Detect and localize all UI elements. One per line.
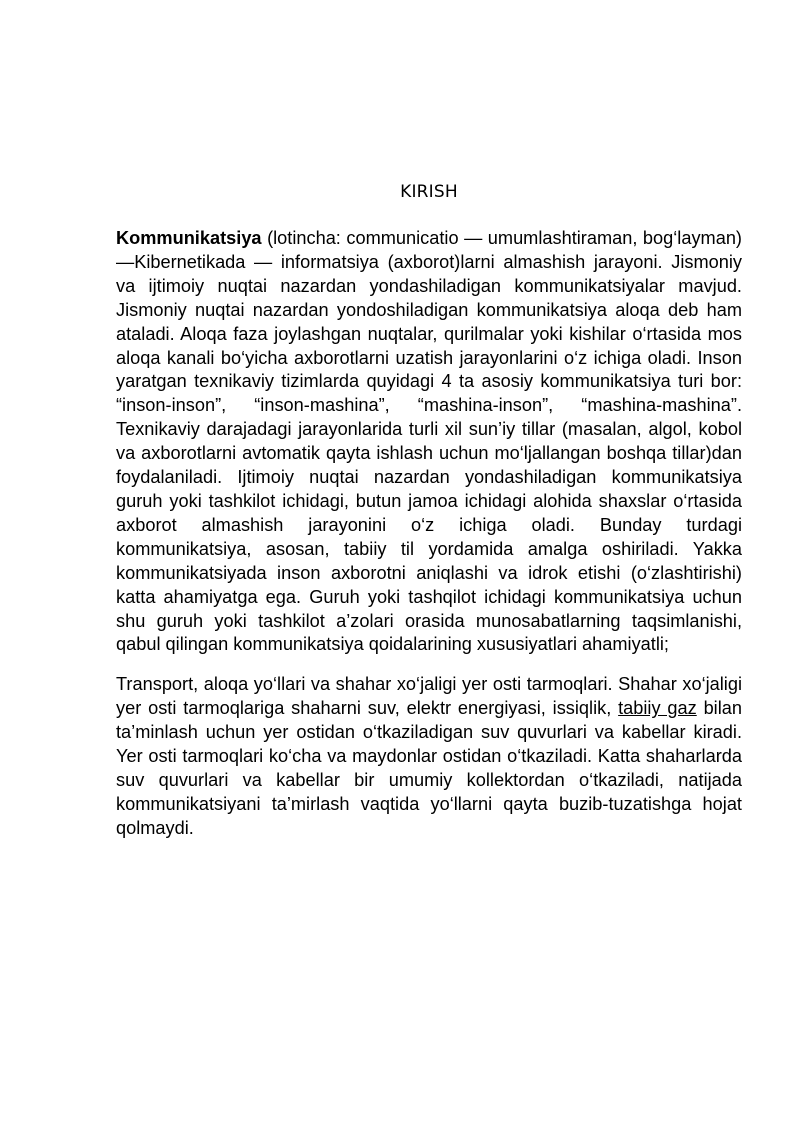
page-heading: KIRISH [400, 182, 458, 202]
defined-term: Kommunikatsiya [116, 228, 262, 248]
paragraph-underground-networks [116, 673, 742, 840]
paragraph-communication-definition [116, 227, 742, 657]
document-page [116, 178, 742, 841]
paragraph-text: (lotincha: communicatio — umumlashtiraman, bog‘layman) —Kibernetikada — informatsiya (axborot)larni almashish jarayoni. Jismoniy va ijtimoiy nuqtai nazardan yondashiladigan kommunikatsiyalar mavjud. Jismoniy nuqtai nazardan yondoshiladigan kommunikatsiya aloqa deb ham ataladi. Aloqa faza joylashgan nuqtalar, qurilmalar yoki kishilar o‘rtasida mos aloqa kanali bo‘yicha axborotlarni uzatish jarayonlarini o‘z ichiga oladi. Inson yaratgan texnikaviy tizimlarda quyidagi 4 ta asosiy kommunikatsiya turi bor: “inson-inson”, “inson-mashina”, “mashina-inson”, “mashina-mashina”. Texnikaviy darajadagi jarayonlarida turli xil sun’iy tillar (masalan, algol, kobol va axborotlarni avtomatik qayta ishlash uchun mo‘ljallangan boshqa tillar)dan foydalaniladi. Ijtimoiy nuqtai nazardan yondashiladigan kommunikatsiya guruh yoki tashkilot ichidagi, butun jamoa ichidagi alohida shaxslar o‘rtasida axborot almashish jarayonini o‘z ichiga oladi. Bunday turdagi kommunikatsiya, asosan, tabiiy til yordamida amalga oshiriladi. Yakka kommunikatsiyada inson axborotni aniqlashi va idrok etishi (o‘zlashtirishi) katta ahamiyatga ega. Guruh yoki tashqilot ichidagi kommunikatsiya uchun shu guruh yoki tashkilot a’zolari orasida munosabatlarning taqsimlanishi, qabul qilingan kommunikatsiya qoidalarining xususiyatlari ahamiyatli; [116, 228, 742, 655]
natural-gas-link[interactable]: tabiiy gaz [618, 698, 697, 719]
paragraph-text: bilan ta’minlash uchun yer ostidan o‘tkaziladigan suv quvurlari va kabellar kiradi. Yer osti tarmoqlari ko‘cha va maydonlar ostidan o‘tkaziladi. Katta shaharlarda suv quvurlari va kabellar bir umumiy kollektordan o‘tkaziladi, natijada kommunikatsiyani ta’mirlash vaqtida yo‘llarni qayta buzib-tuzatishga hojat qolmaydi. [116, 698, 742, 838]
paragraph-text: Transport, aloqa yo‘llari va shahar xo‘jaligi yer osti tarmoqlari. Shahar xo‘jaligi yer osti tarmoqlariga shaharni suv, elektr energiyasi, issiqlik, [116, 674, 742, 719]
